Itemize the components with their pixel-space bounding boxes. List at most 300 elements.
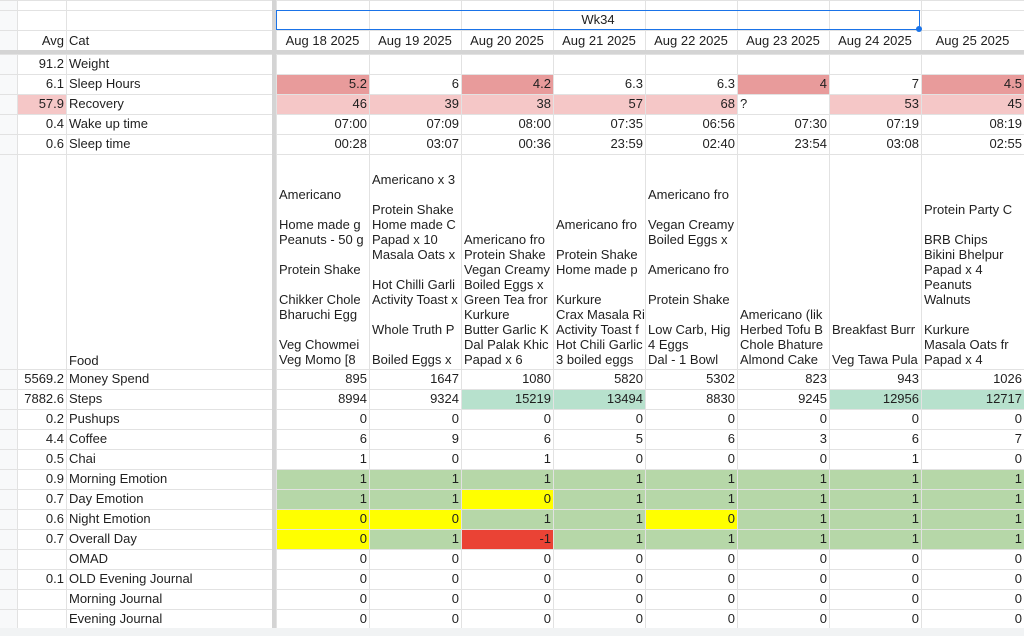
data-cell[interactable]: 46 [352, 96, 367, 111]
data-cell[interactable]: 0 [911, 411, 919, 426]
date-header[interactable]: Aug 22 2025 [654, 33, 728, 48]
avg-cell[interactable]: 6.1 [45, 76, 64, 91]
data-cell[interactable]: 38 [536, 96, 551, 111]
grid-line [0, 154, 1024, 155]
data-cell[interactable]: 07:30 [794, 116, 827, 131]
food-item: Protein Shake [648, 292, 730, 307]
food-item: Vegan Creamy [464, 262, 550, 277]
avg-cell[interactable]: 0.1 [45, 571, 64, 586]
food-item: Hot Chilli Garli [372, 277, 456, 292]
food-item: 4 Eggs [648, 337, 689, 352]
data-cell[interactable]: 0 [819, 551, 827, 566]
data-cell[interactable]: 1 [819, 491, 827, 506]
data-cell[interactable]: 1 [911, 511, 919, 526]
food-item: Boiled Eggs x [372, 352, 452, 367]
food-cell[interactable] [276, 157, 369, 369]
data-cell[interactable]: 57 [628, 96, 643, 111]
data-cell[interactable]: 9324 [430, 391, 459, 406]
date-header[interactable]: Aug 21 2025 [562, 33, 636, 48]
data-cell[interactable]: 1 [727, 471, 735, 486]
data-cell[interactable]: 1 [1014, 471, 1022, 486]
data-cell[interactable]: 0 [543, 611, 551, 626]
date-header[interactable]: Aug 18 2025 [285, 33, 360, 48]
category-label[interactable]: Weight [69, 56, 110, 71]
category-label[interactable]: Overall Day [69, 531, 137, 546]
data-cell[interactable]: 0 [451, 411, 459, 426]
food-item [464, 217, 553, 232]
category-label[interactable]: Coffee [69, 431, 108, 446]
food-item: Papad x 6 [464, 352, 523, 367]
food-item: BRB Chips [924, 232, 988, 247]
food-item [832, 187, 921, 202]
food-item [740, 172, 829, 187]
data-cell[interactable] [921, 54, 1024, 74]
food-item [279, 247, 369, 262]
data-cell[interactable]: 1 [911, 451, 919, 466]
food-item: Protein Shake [372, 202, 454, 217]
data-cell[interactable]: 0 [819, 571, 827, 586]
data-cell[interactable]: 4.5 [1003, 76, 1022, 91]
data-cell[interactable]: 0 [635, 611, 643, 626]
avg-cell[interactable]: 0.9 [45, 471, 64, 486]
data-cell[interactable]: 1 [911, 471, 919, 486]
food-item [372, 307, 461, 322]
data-cell[interactable]: 23:59 [610, 136, 643, 151]
date-header[interactable]: Aug 24 2025 [838, 33, 912, 48]
food-item [279, 277, 369, 292]
food-item: 3 boiled eggs [556, 352, 634, 367]
category-label[interactable]: Pushups [69, 411, 120, 426]
data-cell[interactable]: 0 [1014, 451, 1022, 466]
category-label[interactable]: Recovery [69, 96, 124, 111]
food-item: Veg Momo [8 [279, 352, 356, 367]
avg-cell[interactable]: 5569.2 [24, 371, 64, 386]
data-cell[interactable]: 1 [911, 491, 919, 506]
food-item: Dal Palak Khic [464, 337, 549, 352]
data-cell[interactable]: 0 [819, 411, 827, 426]
food-item [832, 262, 921, 277]
food-cell[interactable] [553, 157, 645, 369]
data-cell[interactable]: 0 [727, 511, 735, 526]
cat-header[interactable]: Cat [69, 33, 90, 48]
food-item: Activity Toast f [556, 322, 639, 337]
data-cell[interactable]: 8994 [338, 391, 367, 406]
food-item [556, 277, 645, 292]
avg-cell[interactable]: 0.5 [45, 451, 64, 466]
category-label[interactable]: OLD Evening Journal [69, 571, 193, 586]
food-item [832, 277, 921, 292]
data-cell[interactable]: 03:07 [426, 136, 459, 151]
data-cell[interactable]: 1 [451, 531, 459, 546]
data-cell[interactable]: 0 [727, 591, 735, 606]
data-cell[interactable]: 1 [451, 491, 459, 506]
data-cell[interactable]: 0 [911, 611, 919, 626]
food-item: Boiled Eggs x [464, 277, 544, 292]
food-item: Almond Cake [740, 352, 819, 367]
data-cell[interactable]: 8830 [706, 391, 735, 406]
data-cell[interactable]: 0 [911, 551, 919, 566]
category-label[interactable]: Sleep time [69, 136, 131, 151]
food-item [832, 307, 921, 322]
food-item [924, 217, 1024, 232]
food-item: Hot Chili Garlic [556, 337, 643, 352]
food-item: Herbed Tofu B [740, 322, 823, 337]
food-item [740, 202, 829, 217]
data-cell[interactable]: 0 [635, 571, 643, 586]
food-item: Bharuchi Egg [279, 307, 358, 322]
data-cell[interactable] [276, 54, 369, 74]
data-cell[interactable]: 0 [727, 571, 735, 586]
food-item [740, 232, 829, 247]
food-item: Breakfast Burr [832, 322, 916, 337]
data-cell[interactable]: 0 [635, 451, 643, 466]
data-cell[interactable]: 1080 [522, 371, 551, 386]
food-item [832, 157, 921, 172]
food-item: Americano fro [464, 232, 545, 247]
data-cell[interactable]: 0 [727, 611, 735, 626]
data-cell[interactable]: 0 [543, 411, 551, 426]
data-cell[interactable] [369, 54, 461, 74]
data-cell[interactable]: 6 [543, 431, 551, 446]
food-item [464, 172, 553, 187]
avg-cell[interactable]: 0.7 [45, 531, 64, 546]
food-cell[interactable] [737, 157, 829, 369]
data-cell[interactable]: 9 [451, 431, 459, 446]
avg-header[interactable]: Avg [41, 33, 64, 48]
data-cell[interactable]: 0 [727, 411, 735, 426]
food-item: Americano fro [648, 187, 729, 202]
category-label[interactable]: Food [69, 353, 99, 368]
data-cell[interactable]: 0 [727, 451, 735, 466]
food-item: Americano fro [556, 217, 637, 232]
food-item [740, 277, 829, 292]
category-label[interactable]: Morning Journal [69, 591, 163, 606]
data-cell[interactable]: 0 [1014, 411, 1022, 426]
food-item: Papad x 4 [924, 262, 983, 277]
data-cell[interactable]: 7 [1014, 431, 1022, 446]
data-cell[interactable]: 0 [359, 611, 367, 626]
data-cell[interactable]: 1 [911, 531, 919, 546]
data-cell[interactable] [737, 54, 829, 74]
food-item [648, 247, 737, 262]
category-label[interactable]: Chai [69, 451, 96, 466]
data-cell[interactable]: 53 [904, 96, 919, 111]
data-cell[interactable]: 5 [635, 431, 643, 446]
data-cell[interactable]: 02:40 [702, 136, 735, 151]
data-cell[interactable]: 1 [635, 471, 643, 486]
food-item [740, 262, 829, 277]
data-cell[interactable]: 6 [359, 431, 367, 446]
food-cell[interactable] [921, 157, 1024, 369]
data-cell[interactable]: 823 [805, 371, 827, 386]
data-cell[interactable] [461, 54, 553, 74]
food-item: Walnuts [924, 292, 971, 307]
food-cell[interactable] [369, 157, 461, 369]
food-item: Kurkure [924, 322, 970, 337]
date-header[interactable]: Aug 25 2025 [935, 33, 1010, 48]
food-item: Bikini Bhelpur [924, 247, 1004, 262]
data-cell[interactable]: 0 [1014, 591, 1022, 606]
food-item: Home made p [556, 262, 638, 277]
data-cell[interactable]: 1 [635, 491, 643, 506]
category-label[interactable]: Day Emotion [69, 491, 144, 506]
data-cell[interactable] [645, 54, 737, 74]
data-cell[interactable]: 4.2 [532, 76, 551, 91]
avg-cell[interactable]: 0.4 [45, 116, 64, 131]
food-item: Masala Oats x [372, 247, 456, 262]
food-item [464, 157, 553, 172]
data-cell[interactable]: 0 [635, 551, 643, 566]
data-cell[interactable]: 0 [911, 591, 919, 606]
food-item: Activity Toast x [372, 292, 458, 307]
data-cell[interactable]: 0 [451, 611, 459, 626]
avg-cell[interactable] [17, 549, 66, 569]
data-cell[interactable]: 6 [727, 431, 735, 446]
food-item [740, 247, 829, 262]
data-cell[interactable]: 1 [543, 511, 551, 526]
food-item [832, 202, 921, 217]
food-item: Boiled Eggs x [648, 232, 728, 247]
category-label[interactable]: Morning Emotion [69, 471, 168, 486]
data-cell[interactable]: 3 [819, 431, 827, 446]
row-number-column [0, 0, 17, 636]
food-item: Kurkure [556, 292, 602, 307]
food-item [832, 247, 921, 262]
food-item [372, 187, 461, 202]
avg-cell[interactable]: 0.2 [45, 411, 64, 426]
data-cell[interactable]: 0 [451, 511, 459, 526]
food-item: Chole Bhature [740, 337, 824, 352]
food-item: Green Tea fror [464, 292, 548, 307]
data-cell[interactable]: 0 [543, 591, 551, 606]
food-item: Butter Garlic K [464, 322, 549, 337]
data-cell[interactable]: 0 [359, 551, 367, 566]
food-item [464, 202, 553, 217]
food-item [372, 157, 461, 172]
food-item: Vegan Creamy [648, 217, 734, 232]
avg-cell[interactable] [17, 351, 66, 371]
data-cell[interactable]: 0 [543, 571, 551, 586]
avg-cell[interactable]: 0.7 [45, 491, 64, 506]
data-cell[interactable]: 1 [359, 491, 367, 506]
data-cell[interactable]: 07:35 [610, 116, 643, 131]
data-cell[interactable]: 9245 [798, 391, 827, 406]
data-cell[interactable]: 13494 [606, 391, 643, 406]
data-cell[interactable]: 08:00 [518, 116, 551, 131]
data-cell[interactable]: 0 [451, 571, 459, 586]
food-item [556, 157, 645, 172]
food-item [372, 337, 461, 352]
food-item: Americano (lik [740, 307, 823, 322]
avg-cell[interactable]: 0.6 [45, 136, 64, 151]
category-label[interactable]: Evening Journal [69, 611, 163, 626]
data-cell[interactable]: 1 [635, 531, 643, 546]
data-cell[interactable]: 0 [359, 571, 367, 586]
data-cell[interactable]: 6 [911, 431, 919, 446]
food-item: Papad x 10 [372, 232, 438, 247]
category-label[interactable]: OMAD [69, 551, 108, 566]
date-header[interactable]: Aug 19 2025 [378, 33, 452, 48]
food-item: Peanuts - 50 g [279, 232, 364, 247]
avg-cell[interactable]: 0.6 [45, 511, 64, 526]
food-item [556, 172, 645, 187]
data-cell[interactable]: 39 [444, 96, 459, 111]
food-item [924, 172, 1024, 187]
data-cell[interactable]: 6 [451, 76, 459, 91]
category-label[interactable]: Money Spend [69, 371, 150, 386]
data-cell[interactable]: -1 [539, 531, 551, 546]
data-cell[interactable]: 1 [819, 531, 827, 546]
food-item: Americano [279, 187, 342, 202]
data-cell[interactable]: 07:19 [886, 116, 919, 131]
data-cell[interactable]: 1 [819, 471, 827, 486]
food-item [740, 292, 829, 307]
category-label[interactable]: Steps [69, 391, 103, 406]
data-cell[interactable]: 0 [359, 411, 367, 426]
food-item [924, 307, 1024, 322]
food-item: Masala Oats fr [924, 337, 1009, 352]
data-cell[interactable]: 0 [635, 411, 643, 426]
data-cell[interactable]: 02:55 [989, 136, 1022, 151]
data-cell[interactable]: 1 [543, 471, 551, 486]
data-cell[interactable]: 6.3 [716, 76, 735, 91]
food-item: Papad x 4 [924, 352, 983, 367]
data-cell[interactable]: 07:09 [426, 116, 459, 131]
food-cell[interactable] [645, 157, 737, 369]
data-cell[interactable]: 1 [727, 491, 735, 506]
food-item: Crax Masala Ri [556, 307, 645, 322]
avg-cell[interactable]: 4.4 [45, 431, 64, 446]
food-item [740, 217, 829, 232]
data-cell[interactable]: 1 [1014, 511, 1022, 526]
data-cell[interactable]: 15219 [514, 391, 551, 406]
food-cell[interactable] [461, 157, 553, 369]
food-item [464, 187, 553, 202]
food-item [372, 262, 461, 277]
data-cell[interactable]: 1 [819, 511, 827, 526]
data-cell[interactable]: 23:54 [794, 136, 827, 151]
food-item [648, 172, 737, 187]
food-item: Low Carb, Hig [648, 322, 731, 337]
avg-cell[interactable]: 7882.6 [24, 391, 64, 406]
date-header[interactable]: Aug 23 2025 [746, 33, 820, 48]
data-cell[interactable]: 5.2 [348, 76, 367, 91]
food-item [648, 202, 737, 217]
data-cell[interactable]: 0 [635, 591, 643, 606]
data-cell[interactable]: 12717 [985, 391, 1022, 406]
data-cell[interactable]: 943 [897, 371, 919, 386]
data-cell[interactable]: 1647 [430, 371, 459, 386]
food-item [279, 322, 369, 337]
data-cell[interactable]: 1 [359, 471, 367, 486]
food-item: Americano x 3 [372, 172, 456, 187]
food-item: Protein Shake [279, 262, 361, 277]
data-cell[interactable]: ? [740, 96, 748, 111]
data-cell[interactable]: 1026 [993, 371, 1022, 386]
avg-cell[interactable] [17, 609, 66, 629]
data-cell[interactable]: 0 [359, 511, 367, 526]
category-label[interactable]: Sleep Hours [69, 76, 141, 91]
category-label[interactable]: Night Emotion [69, 511, 151, 526]
data-cell[interactable]: 00:36 [518, 136, 551, 151]
food-item [279, 202, 369, 217]
data-cell[interactable] [829, 54, 921, 74]
data-cell[interactable]: 00:28 [334, 136, 367, 151]
data-cell[interactable] [553, 54, 645, 74]
data-cell[interactable]: 1 [635, 511, 643, 526]
data-cell[interactable]: 06:56 [702, 116, 735, 131]
food-item [832, 232, 921, 247]
data-cell[interactable]: 0 [819, 611, 827, 626]
data-cell[interactable]: 5820 [614, 371, 643, 386]
data-cell[interactable]: 0 [543, 491, 551, 506]
food-item [832, 292, 921, 307]
data-cell[interactable]: 08:19 [989, 116, 1022, 131]
avg-cell[interactable]: 91.2 [38, 56, 64, 71]
food-item [740, 157, 829, 172]
data-cell[interactable]: 03:08 [886, 136, 919, 151]
food-item [556, 232, 645, 247]
food-cell[interactable] [829, 157, 921, 369]
food-item [279, 172, 369, 187]
category-label[interactable]: Wake up time [69, 116, 148, 131]
food-item [924, 187, 1024, 202]
food-item: Chikker Chole [279, 292, 361, 307]
week-header[interactable]: Wk34 [276, 10, 920, 30]
data-cell[interactable]: 0 [727, 551, 735, 566]
data-cell[interactable]: 0 [911, 571, 919, 586]
data-cell[interactable]: 0 [1014, 551, 1022, 566]
data-cell[interactable]: 1 [727, 531, 735, 546]
data-cell[interactable]: 1 [359, 451, 367, 466]
data-cell[interactable]: 07:00 [334, 116, 367, 131]
data-cell[interactable]: 0 [359, 591, 367, 606]
data-cell[interactable]: 0 [1014, 571, 1022, 586]
data-cell[interactable]: 7 [911, 76, 919, 91]
food-item: Dal - 1 Bowl [648, 352, 719, 367]
data-cell[interactable]: 0 [451, 551, 459, 566]
data-cell[interactable]: 0 [819, 591, 827, 606]
food-item [740, 187, 829, 202]
data-cell[interactable]: 4 [819, 76, 827, 91]
data-cell[interactable]: 895 [345, 371, 367, 386]
data-cell[interactable]: 45 [1007, 96, 1022, 111]
data-cell[interactable]: 6.3 [624, 76, 643, 91]
avg-cell[interactable] [17, 589, 66, 609]
data-cell[interactable]: 0 [819, 451, 827, 466]
data-cell[interactable]: 1 [1014, 531, 1022, 546]
food-item: Kurkure [464, 307, 510, 322]
data-cell[interactable]: 12956 [882, 391, 919, 406]
data-cell[interactable]: 0 [451, 591, 459, 606]
data-cell[interactable]: 68 [720, 96, 735, 111]
data-cell[interactable]: 1 [543, 451, 551, 466]
food-item: Peanuts [924, 277, 972, 292]
food-item [648, 277, 737, 292]
data-cell[interactable]: 0 [543, 551, 551, 566]
food-item: Home made C [372, 217, 456, 232]
data-cell[interactable]: 0 [1014, 611, 1022, 626]
data-cell[interactable]: 0 [359, 531, 367, 546]
food-item: Americano fro [648, 262, 729, 277]
data-cell[interactable]: 1 [1014, 491, 1022, 506]
avg-cell[interactable]: 57.9 [38, 96, 64, 111]
data-cell[interactable]: 0 [451, 451, 459, 466]
data-cell[interactable]: 5302 [706, 371, 735, 386]
date-header[interactable]: Aug 20 2025 [470, 33, 544, 48]
data-cell[interactable]: 1 [451, 471, 459, 486]
food-item: Protein Shake [464, 247, 546, 262]
